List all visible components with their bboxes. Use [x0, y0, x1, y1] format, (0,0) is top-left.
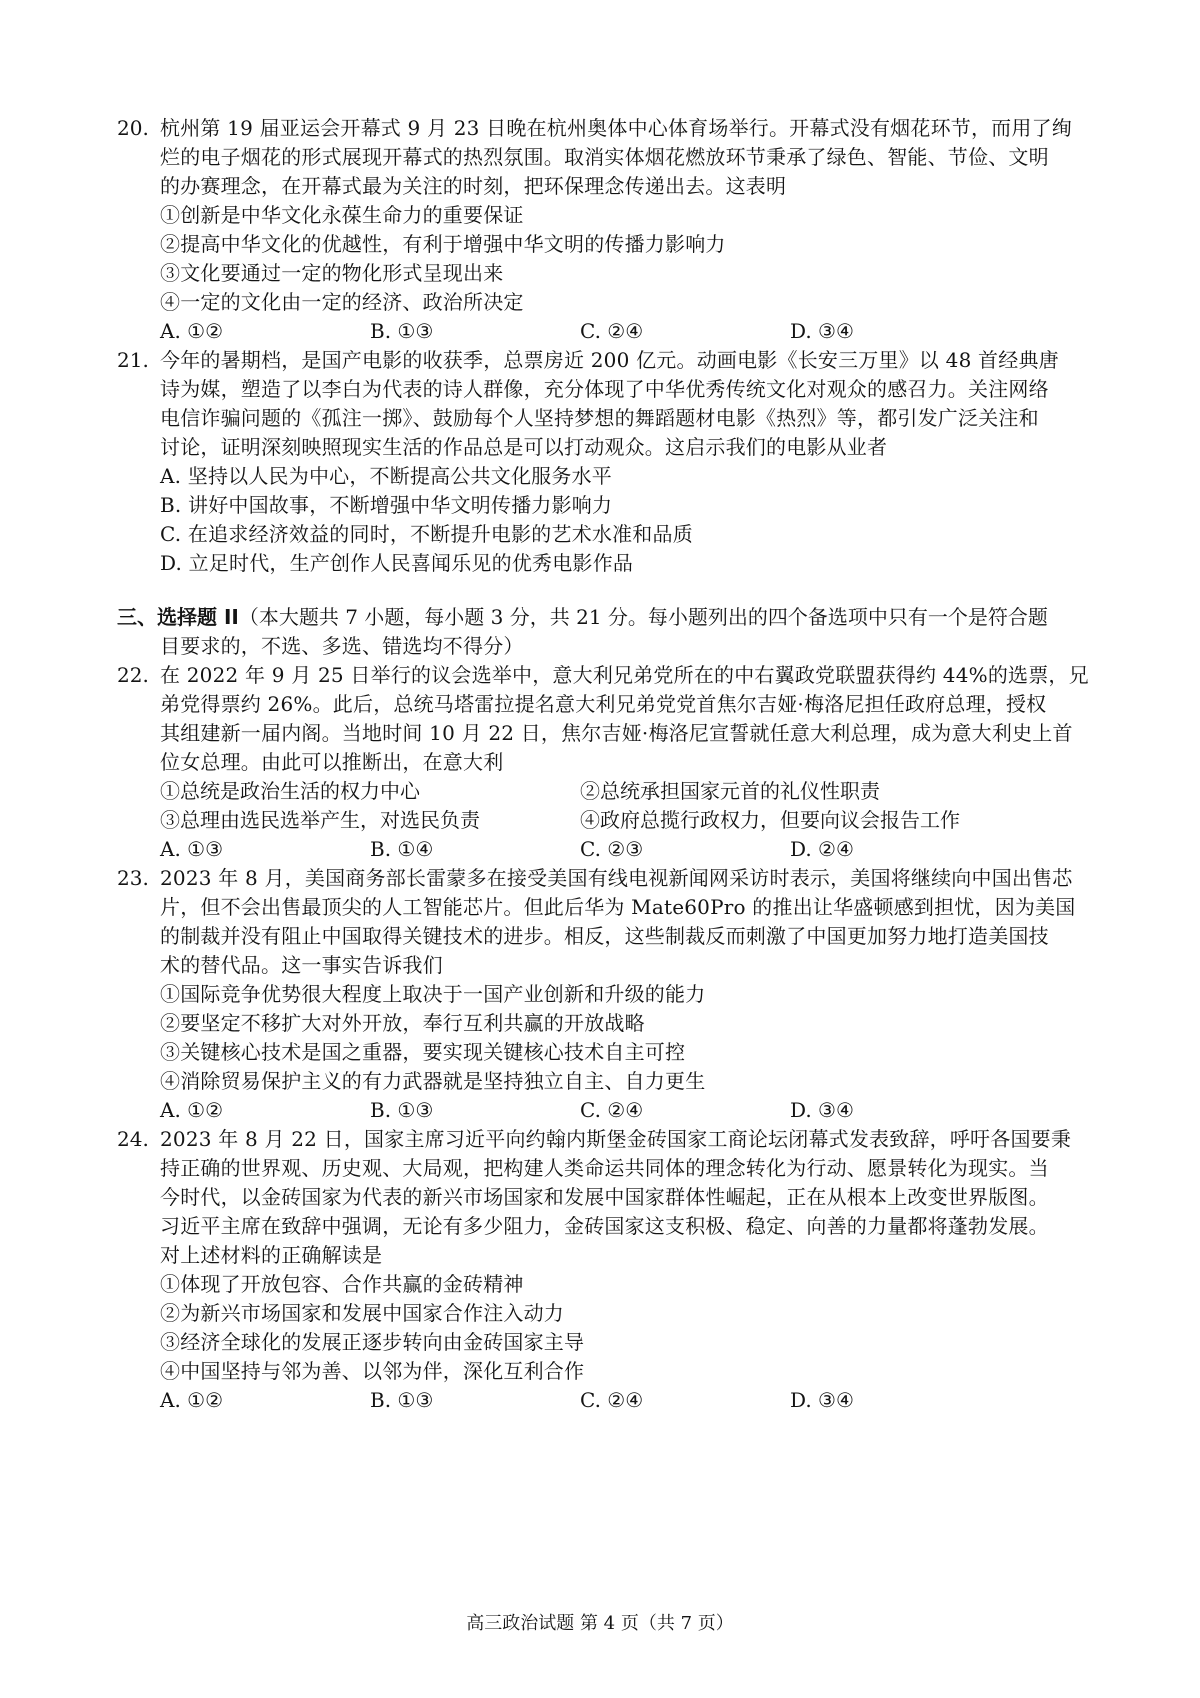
statement-row: [0, 804, 1200, 836]
answer-choices: [0, 1384, 1200, 1416]
question-stem-line: 术的替代品。这一事实告诉我们: [160, 953, 443, 977]
choice-d: D. 立足时代，生产创作人民喜闻乐见的优秀电影作品: [160, 551, 634, 575]
choice-c: C. ②④: [580, 1098, 644, 1122]
statement-item: ②总统承担国家元首的礼仪性职责: [580, 779, 880, 803]
section-title: 三、选择题 II: [117, 605, 239, 629]
choice-d: D. ②④: [790, 837, 854, 861]
choice-b: B. ①③: [370, 1098, 434, 1122]
question-stem-line: 今年的暑期档，是国产电影的收获季，总票房近 200 亿元。动画电影《长安三万里》以 48 首经典唐: [160, 348, 1059, 372]
question-stem-line: 电信诈骗问题的《孤注一掷》、鼓励每个人坚持梦想的舞蹈题材电影《热烈》等，都引发广泛关注和: [160, 406, 1039, 430]
choice-b: B. ①③: [370, 1388, 434, 1412]
question-stem-line: 2023 年 8 月，美国商务部长雷蒙多在接受美国有线电视新闻网采访时表示，美国将继续向中国出售芯: [160, 866, 1073, 890]
choice-c: C. ②④: [580, 319, 644, 343]
choice-a: A. ①②: [160, 319, 224, 343]
question-stem-line: 在 2022 年 9 月 25 日举行的议会选举中，意大利兄弟党所在的中右翼政党联盟获得约 44%的选票，兄: [160, 663, 1089, 687]
statement-item: ④政府总揽行政权力，但要向议会报告工作: [580, 808, 960, 832]
statement-item: ③总理由选民选举产生，对选民负责: [160, 808, 480, 832]
question-stem-line: 今时代，以金砖国家为代表的新兴市场国家和发展中国家群体性崛起，正在从根本上改变世界版图。: [160, 1185, 1049, 1209]
choice-b: B. 讲好中国故事，不断增强中华文明传播力影响力: [160, 493, 613, 517]
choice-d: D. ③④: [790, 1098, 854, 1122]
statement-item: ③文化要通过一定的物化形式呈现出来: [160, 261, 504, 285]
choice-a: A. ①③: [160, 837, 224, 861]
statement-item: ④一定的文化由一定的经济、政治所决定: [160, 290, 524, 314]
choice-a: A. ①②: [160, 1098, 224, 1122]
answer-choices: [0, 833, 1200, 865]
question-stem-line: 的制裁并没有阻止中国取得关键技术的进步。相反，这些制裁反而刺激了中国更加努力地打造美国技: [160, 924, 1049, 948]
statement-item: ①总统是政治生活的权力中心: [160, 779, 420, 803]
question-stem-line: 片，但不会出售最顶尖的人工智能芯片。但此后华为 Mate60Pro 的推出让华盛顿感到担忧，因为美国: [160, 895, 1076, 919]
page-footer: 高三政治试题 第 4 页（共 7 页）: [466, 1613, 734, 1634]
choice-d: D. ③④: [790, 1388, 854, 1412]
question-stem-line: 位女总理。由此可以推断出，在意大利: [160, 750, 504, 774]
question-stem-line: 习近平主席在致辞中强调，无论有多少阻力，金砖国家这支积极、稳定、向善的力量都将蓬勃发展。: [160, 1214, 1049, 1238]
question-stem-line: 的办赛理念，在开幕式最为关注的时刻，把环保理念传递出去。这表明: [160, 174, 787, 198]
question-stem-line: 持正确的世界观、历史观、大局观，把构建人类命运共同体的理念转化为行动、愿景转化为现实。当: [160, 1156, 1049, 1180]
question-stem-line: 烂的电子烟花的形式展现开幕式的热烈氛围。取消实体烟花燃放环节秉承了绿色、智能、节俭、文明: [160, 145, 1049, 169]
section-description: （本大题共 7 小题，每小题 3 分，共 21 分。每小题列出的四个备选项中只有一个是符合题: [238, 605, 1048, 629]
question-stem-line: 杭州第 19 届亚运会开幕式 9 月 23 日晚在杭州奥体中心体育场举行。开幕式没有烟花环节，而用了绚: [160, 116, 1072, 140]
question-stem-line: 诗为媒，塑造了以李白为代表的诗人群像，充分体现了中华优秀传统文化对观众的感召力。关注网络: [160, 377, 1049, 401]
statement-item: ①体现了开放包容、合作共赢的金砖精神: [160, 1272, 524, 1296]
statement-item: ①国际竞争优势很大程度上取决于一国产业创新和升级的能力: [160, 982, 706, 1006]
question-number: 24.: [117, 1127, 149, 1151]
statement-item: ④中国坚持与邻为善、以邻为伴，深化互利合作: [160, 1359, 585, 1383]
statement-item: ②要坚定不移扩大对外开放，奉行互利共赢的开放战略: [160, 1011, 645, 1035]
statement-item: ③关键核心技术是国之重器，要实现关键核心技术自主可控: [160, 1040, 686, 1064]
question-stem-line: 对上述材料的正确解读是: [160, 1243, 383, 1267]
choice-c: C. 在追求经济效益的同时，不断提升电影的艺术水准和品质: [160, 522, 693, 546]
statement-item: ④消除贸易保护主义的有力武器就是坚持独立自主、自力更生: [160, 1069, 706, 1093]
question-stem-line: 2023 年 8 月 22 日，国家主席习近平向约翰内斯堡金砖国家工商论坛闭幕式发表致辞，呼吁各国要秉: [160, 1127, 1072, 1151]
choice-b: B. ①③: [370, 319, 434, 343]
section-description-cont: 目要求的，不选、多选、错选均不得分）: [160, 634, 524, 658]
question-number: 20.: [117, 116, 149, 140]
choice-b: B. ①④: [370, 837, 434, 861]
answer-choices: [0, 315, 1200, 347]
choice-a: A. 坚持以人民为中心，不断提高公共文化服务水平: [160, 464, 612, 488]
question-stem-line: 弟党得票约 26%。此后，总统马塔雷拉提名意大利兄弟党党首焦尔吉娅·梅洛尼担任政府总理，授权: [160, 692, 1047, 716]
answer-choices: [0, 1094, 1200, 1126]
choice-a: A. ①②: [160, 1388, 224, 1412]
statement-item: ③经济全球化的发展正逐步转向由金砖国家主导: [160, 1330, 585, 1354]
question-stem-line: 讨论，证明深刻映照现实生活的作品总是可以打动观众。这启示我们的电影从业者: [160, 435, 888, 459]
statement-item: ①创新是中华文化永葆生命力的重要保证: [160, 203, 524, 227]
question-number: 21.: [117, 348, 149, 372]
statement-item: ②提高中华文化的优越性，有利于增强中华文明的传播力影响力: [160, 232, 726, 256]
question-number: 22.: [117, 663, 149, 687]
question-number: 23.: [117, 866, 149, 890]
statement-item: ②为新兴市场国家和发展中国家合作注入动力: [160, 1301, 564, 1325]
choice-d: D. ③④: [790, 319, 854, 343]
question-stem-line: 其组建新一届内阁。当地时间 10 月 22 日，焦尔吉娅·梅洛尼宣誓就任意大利总理，成为意大利史上首: [160, 721, 1073, 745]
choice-c: C. ②③: [580, 837, 644, 861]
choice-c: C. ②④: [580, 1388, 644, 1412]
statement-row: [0, 775, 1200, 807]
